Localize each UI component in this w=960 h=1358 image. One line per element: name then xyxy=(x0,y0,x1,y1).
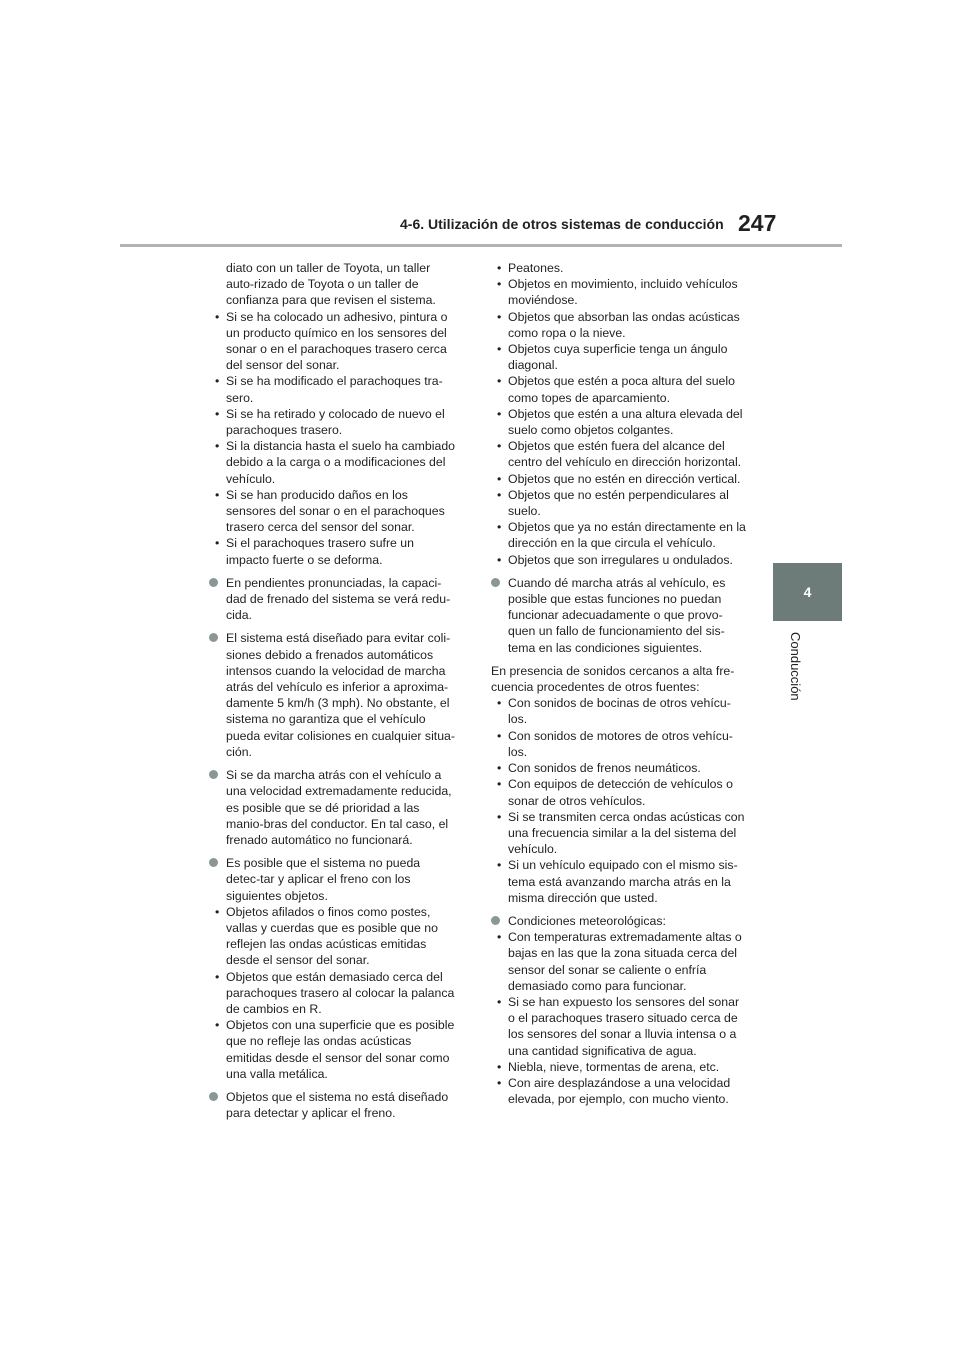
right-weather-list xyxy=(491,929,747,1107)
continued-text: diato con un taller de Toyota, un taller auto-rizado de Toyota o un taller de confianza para que revisen el sistema. xyxy=(226,261,436,308)
list-item: • Objetos que están demasiado cerca del parachoques trasero al colocar la palanca de cambios en R. xyxy=(209,969,457,1018)
right-sounds-list xyxy=(491,695,747,906)
note-bullet xyxy=(491,575,747,656)
list-item: • Si se han producido daños en los sensores del sonar o en el parachoques trasero cerca del sensor del sonar. xyxy=(209,487,457,536)
bullet-dot-icon xyxy=(209,770,218,779)
list-item: • Niebla, nieve, tormentas de arena, etc. xyxy=(491,1059,747,1075)
list-item: • Si un vehículo equipado con el mismo sis-tema está avanzando marcha atrás en la misma dirección que usted. xyxy=(491,857,747,906)
list-item: • Con equipos de detección de vehículos o sonar de otros vehículos. xyxy=(491,776,747,808)
note-bullet xyxy=(491,913,747,929)
list-item: • Si se ha modificado el parachoques tra-sero. xyxy=(209,373,457,405)
note-text: Es posible que el sistema no pueda detec-tar y aplicar el freno con los siguientes objetos. xyxy=(226,856,421,903)
chapter-side-label-text: Conducción xyxy=(788,632,803,701)
list-item: • Con sonidos de bocinas de otros vehícu-los. xyxy=(491,695,747,727)
left-objects-list xyxy=(209,904,457,1082)
note-text: Condiciones meteorológicas: xyxy=(508,913,666,928)
list-item: • Con sonidos de frenos neumáticos. xyxy=(491,760,747,776)
list-item: • Objetos que ya no están directamente en la dirección en la que circula el vehículo. xyxy=(491,519,747,551)
list-item: • Objetos que estén fuera del alcance del centro del vehículo en dirección horizontal. xyxy=(491,438,747,470)
list-item: • Si se transmiten cerca ondas acústicas con una frecuencia similar a la del sistema del vehículo. xyxy=(491,809,747,858)
list-item: • Objetos con una superficie que es posible que no refleje las ondas acústicas emitidas desde el sensor del sonar como una valla metálica. xyxy=(209,1017,457,1082)
list-item: • Con temperaturas extremadamente altas o bajas en las que la zona situada cerca del sensor del sonar se caliente o enfría demasiado como para funcionar. xyxy=(491,929,747,994)
list-item: • Si se ha colocado un adhesivo, pintura o un producto químico en los sensores del sonar o en el parachoques trasero cerca del sensor del sonar. xyxy=(209,309,457,374)
list-item: • Si se ha retirado y colocado de nuevo el parachoques trasero. xyxy=(209,406,457,438)
bullet-dot-icon xyxy=(209,858,218,867)
list-item: • Objetos cuya superficie tenga un ángulo diagonal. xyxy=(491,341,747,373)
list-item: • Objetos que son irregulares u ondulados. xyxy=(491,552,747,568)
chapter-tab[interactable] xyxy=(773,563,842,621)
paragraph: En presencia de sonidos cercanos a alta fre-cuencia procedentes de otros fuentes: xyxy=(491,663,735,695)
note-bullet xyxy=(209,767,457,848)
list-item: • Si se han expuesto los sensores del sonar o el parachoques trasero situado cerca de los sensores del sonar a lluvia intensa o a una cantidad significativa de agua. xyxy=(491,994,747,1059)
bullet-dot-icon xyxy=(209,633,218,642)
bullet-dot-icon xyxy=(209,1092,218,1101)
page-number: 247 xyxy=(738,210,777,236)
list-item: • Objetos que no estén en dirección vertical. xyxy=(491,471,747,487)
list-item: • Con aire desplazándose a una velocidad elevada, por ejemplo, con mucho viento. xyxy=(491,1075,747,1107)
left-top-list xyxy=(209,309,457,568)
list-item: • Peatones. xyxy=(491,260,747,276)
right-column xyxy=(491,260,747,1107)
note-bullet xyxy=(209,630,457,760)
chapter-tab-number: 4 xyxy=(803,584,812,600)
note-bullet xyxy=(209,1089,457,1121)
bullet-dot-icon xyxy=(491,578,500,587)
bullet-dot-icon xyxy=(491,916,500,925)
list-item: • Objetos en movimiento, incluido vehículos moviéndose. xyxy=(491,276,747,308)
left-column xyxy=(209,260,457,1121)
list-item: • Objetos afilados o finos como postes, vallas y cuerdas que es posible que no reflejen las ondas acústicas emitidas desde el sensor del sonar. xyxy=(209,904,457,969)
note-text: El sistema está diseñado para evitar coli-siones debido a frenados automáticos intensos cuando la velocidad de marcha atrás del vehículo es inferior a aproxima-damente 5 km/h (3 mph). No obstante, el sistema no garantiza que el vehículo pueda evitar colisiones en cualquier situa-ción. xyxy=(226,631,455,759)
bullet-dot-icon xyxy=(209,578,218,587)
section-header-title: 4-6. Utilización de otros sistemas de conducción xyxy=(400,216,724,232)
list-item: • Objetos que absorban las ondas acústicas como ropa o la nieve. xyxy=(491,309,747,341)
note-bullet xyxy=(209,575,457,624)
note-bullet xyxy=(209,855,457,904)
list-item: • Si el parachoques trasero sufre un impacto fuerte o se deforma. xyxy=(209,535,457,567)
list-item: • Objetos que estén a una altura elevada del suelo como objetos colgantes. xyxy=(491,406,747,438)
chapter-side-label xyxy=(760,630,840,710)
list-item: • Con sonidos de motores de otros vehícu-los. xyxy=(491,728,747,760)
note-text: Objetos que el sistema no está diseñado para detectar y aplicar el freno. xyxy=(226,1089,449,1121)
header-divider xyxy=(120,244,842,247)
note-text: Cuando dé marcha atrás al vehículo, es posible que estas funciones no puedan funcionar adecuadamente o que provo-quen un fallo de funcionamiento del sis-tema en las condiciones siguientes. xyxy=(508,575,726,655)
right-top-list xyxy=(491,260,747,568)
note-text: Si se da marcha atrás con el vehículo a una velocidad extremadamente reducida, es posible que se dé prioridad a las manio-bras del conductor. En tal caso, el frenado automático no funcionará. xyxy=(226,768,452,847)
list-item: • Si la distancia hasta el suelo ha cambiado debido a la carga o a modificaciones del vehículo. xyxy=(209,438,457,487)
note-text: En pendientes pronunciadas, la capaci-dad de frenado del sistema se verá redu-cida. xyxy=(226,575,451,623)
list-item: • Objetos que no estén perpendiculares al suelo. xyxy=(491,487,747,519)
list-item: • Objetos que estén a poca altura del suelo como topes de aparcamiento. xyxy=(491,373,747,405)
